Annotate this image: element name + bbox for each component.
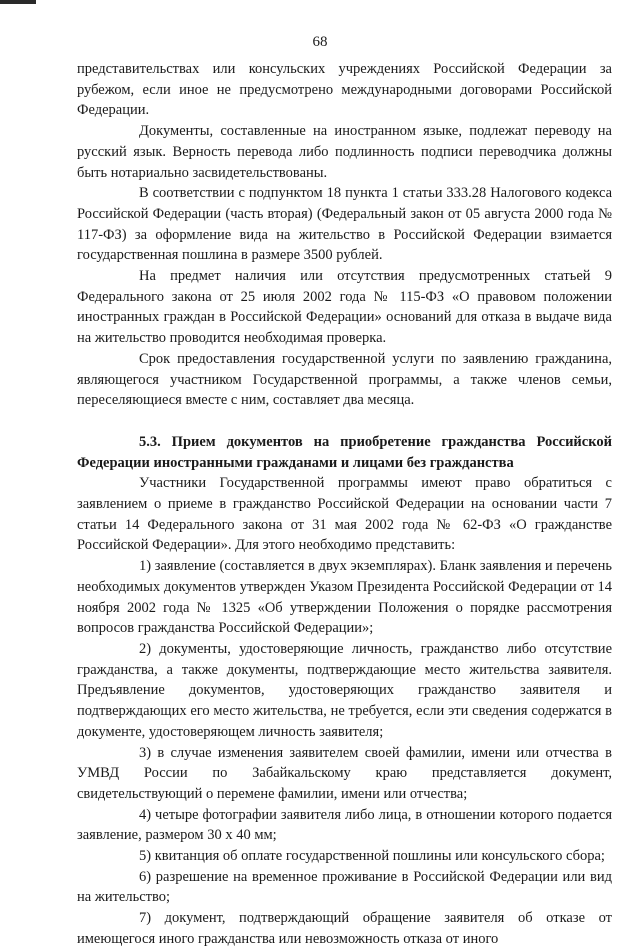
section-heading: 5.3. Прием документов на приобретение гражданства Российской Федерации иностранными гражданами и лицами без гражданства	[77, 433, 612, 471]
scan-artifact-mark	[0, 0, 36, 4]
paragraph-continuation: представительствах или консульских учреждениях Российской Федерации за рубежом, если иное не предусмотрено международными договорами Российской Федерации.	[77, 61, 612, 119]
list-item-photographs: 4) четыре фотографии заявителя либо лица, в отношении которого подается заявление, размером 30 х 40 мм;	[77, 806, 612, 844]
list-item-residence-permit: 6) разрешение на временное проживание в Российской Федерации или вид на жительство;	[77, 868, 612, 906]
page-number: 68	[312, 34, 328, 50]
list-item-name-change: 3) в случае изменения заявителем своей фамилии, имени или отчества в УМВД России по Забайкальскому краю представляется документ, свидетельствующий о перемене фамилии, имени или отчества;	[77, 744, 612, 802]
paragraph-state-fee: В соответствии с подпунктом 18 пункта 1 статьи 333.28 Налогового кодекса Российской Федерации (часть вторая) (Федеральный закон от 05 августа 2000 года № 117-ФЗ) за оформление вида на жительство в Российской Федерации взимается государственная пошлина в размере 3500 рублей.	[77, 185, 612, 264]
section-intro: Участники Государственной программы имеют право обратиться с заявлением о приеме в гражданство Российской Федерации на основании части 7 статьи 14 Федерального закона от 31 мая 2002 года № 62-ФЗ «О гражданстве Российской Федерации». Для этого необходимо представить:	[77, 475, 612, 554]
list-item-application: 1) заявление (составляется в двух экземплярах). Бланк заявления и перечень необходимых документов утвержден Указом Президента Российской Федерации от 14 ноября 2002 года № 1325 «Об утверждении Положения о порядке рассмотрения вопросов гражданства Российской Федерации»;	[77, 558, 612, 637]
list-item-identity-documents: 2) документы, удостоверяющие личность, гражданство либо отсутствие гражданства, а также документы, подтверждающие место жительства заявителя. Предъявление документов, удостоверяющих гражданство заявителя и подтверждающих его место жительства, не требуется, если эти сведения содержатся в документе, удостоверяющем личность заявителя;	[77, 640, 612, 740]
paragraph-service-term: Срок предоставления государственной услуги по заявлению гражданина, являющегося участником Государственной программы, а также членов семьи, переселяющиеся вместе с ним, составляет два месяца.	[77, 350, 612, 409]
list-item-renunciation-document: 7) документ, подтверждающий обращение заявителя об отказе от имеющегося иного гражданства или невозможность отказа от иного	[77, 910, 612, 947]
paragraph-verification: На предмет наличия или отсутствия предусмотренных статьей 9 Федерального закона от 25 июля 2002 года № 115-ФЗ «О правовом положении иностранных граждан в Российской Федерации» оснований для отказа в выдаче вида на жительство проводится необходимая проверка.	[77, 268, 612, 347]
document-body	[77, 59, 612, 950]
list-item-fee-receipt: 5) квитанция об оплате государственной пошлины или консульского сбора;	[139, 848, 605, 865]
paragraph-translation: Документы, составленные на иностранном языке, подлежат переводу на русский язык. Верность перевода либо подлинность подписи переводчика должны быть нотариально засвидетельствованы.	[77, 123, 612, 181]
